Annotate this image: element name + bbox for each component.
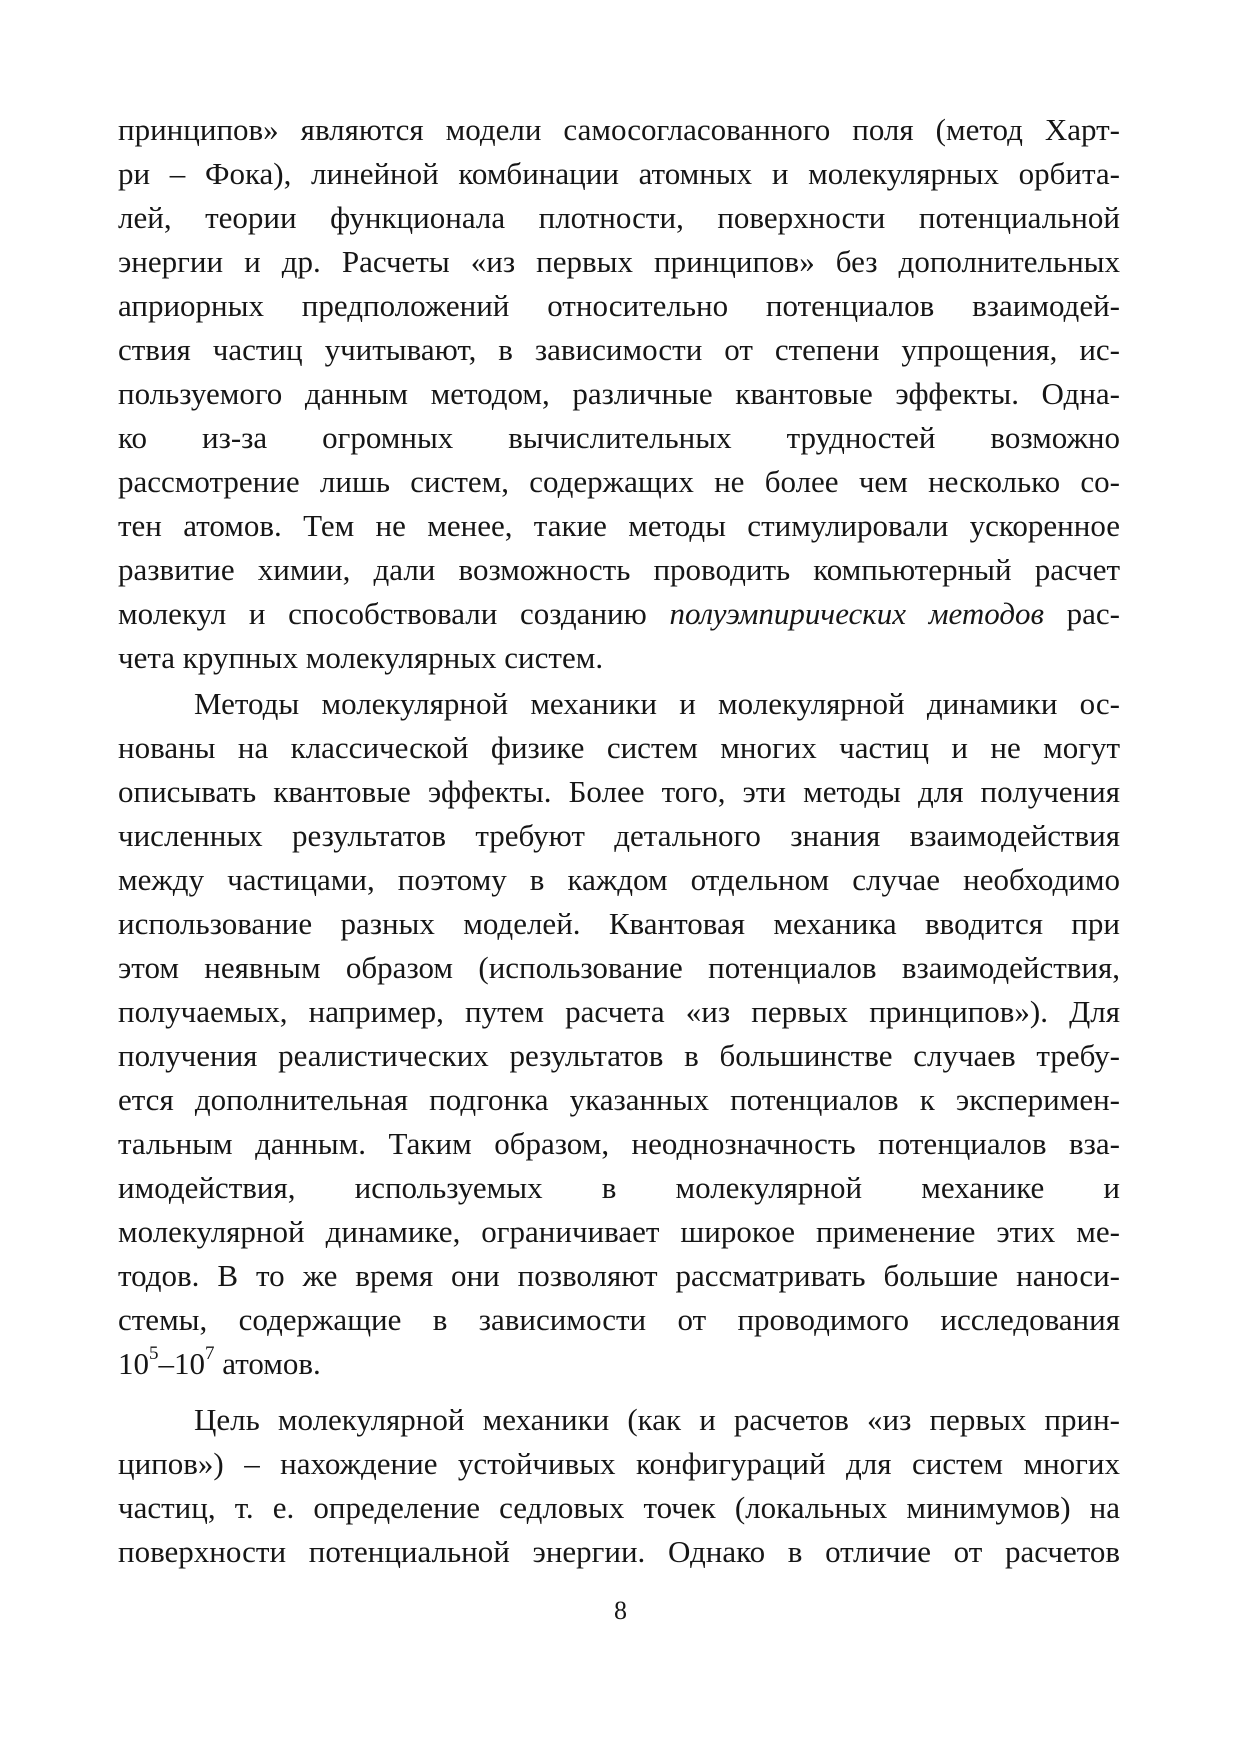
text-line: получения реалистических результатов в большинстве случаев требу- xyxy=(118,1038,1120,1073)
range-dash: – xyxy=(158,1346,174,1381)
text-run: молекул и способствовали созданию xyxy=(118,596,670,631)
paragraph-first-line: Методы молекулярной механики и молекулярной динамики ос- xyxy=(194,686,1120,721)
text-line-last xyxy=(118,1342,1120,1386)
text-line: априорных предположений относительно потенциалов взаимодей- xyxy=(118,288,1120,323)
text-line: имодействия, используемых в молекулярной механике и xyxy=(118,1170,1120,1205)
text-line: поверхности потенциальной энергии. Однако в отличие от расчетов xyxy=(118,1534,1120,1569)
text-line: тен атомов. Тем не менее, такие методы стимулировали ускоренное xyxy=(118,508,1120,543)
text-line: ется дополнительная подгонка указанных потенциалов к эксперимен- xyxy=(118,1082,1120,1117)
text-line: развитие химии, дали возможность проводить компьютерный расчет xyxy=(118,552,1120,587)
exponent: 7 xyxy=(205,1342,215,1364)
text-line: принципов» являются модели самосогласованного поля (метод Харт- xyxy=(118,112,1120,147)
text-line: энергии и др. Расчеты «из первых принципов» без дополнительных xyxy=(118,244,1120,279)
text-line: стемы, содержащие в зависимости от проводимого исследования xyxy=(118,1302,1120,1337)
paragraph-first-line: Цель молекулярной механики (как и расчетов «из первых прин- xyxy=(194,1402,1120,1437)
text-line: использование разных моделей. Квантовая механика вводится при xyxy=(118,906,1120,941)
text-line: ципов») – нахождение устойчивых конфигураций для систем многих xyxy=(118,1446,1120,1481)
text-line: пользуемого данным методом, различные квантовые эффекты. Одна- xyxy=(118,376,1120,411)
text-line-last: чета крупных молекулярных систем. xyxy=(118,640,604,675)
text-run: атомов. xyxy=(214,1346,321,1381)
text-line: ко из-за огромных вычислительных трудностей возможно xyxy=(118,420,1120,455)
text-line: между частицами, поэтому в каждом отдельном случае необходимо xyxy=(118,862,1120,897)
text-line: ри – Фока), линейной комбинации атомных и молекулярных орбита- xyxy=(118,156,1120,191)
text-line: численных результатов требуют детального знания взаимодействия xyxy=(118,818,1120,853)
exponent: 5 xyxy=(149,1342,159,1364)
text-line: тальным данным. Таким образом, неоднозначность потенциалов вза- xyxy=(118,1126,1120,1161)
number-base: 10 xyxy=(118,1346,149,1381)
text-line: частиц, т. е. определение седловых точек (локальных минимумов) на xyxy=(118,1490,1120,1525)
number-base: 10 xyxy=(174,1346,205,1381)
text-line: нованы на классической физике систем многих частиц и не могут xyxy=(118,730,1120,765)
page-number: 8 xyxy=(614,1596,627,1625)
text-line: тодов. В то же время они позволяют рассматривать большие наноси- xyxy=(118,1258,1120,1293)
text-line: этом неявным образом (использование потенциалов взаимодействия, xyxy=(118,950,1120,985)
text-line-with-emphasis xyxy=(118,592,1120,636)
italic-term: полуэмпирических методов xyxy=(669,596,1044,631)
text-line: получаемых, например, путем расчета «из первых принципов»). Для xyxy=(118,994,1120,1029)
text-line: рассмотрение лишь систем, содержащих не более чем несколько со- xyxy=(118,464,1120,499)
text-run: рас- xyxy=(1044,596,1121,631)
text-line: описывать квантовые эффекты. Более того, эти методы для получения xyxy=(118,774,1120,809)
text-line: молекулярной динамике, ограничивает широкое применение этих ме- xyxy=(118,1214,1120,1249)
text-line: лей, теории функционала плотности, поверхности потенциальной xyxy=(118,200,1120,235)
text-line: ствия частиц учитывают, в зависимости от степени упрощения, ис- xyxy=(118,332,1120,367)
